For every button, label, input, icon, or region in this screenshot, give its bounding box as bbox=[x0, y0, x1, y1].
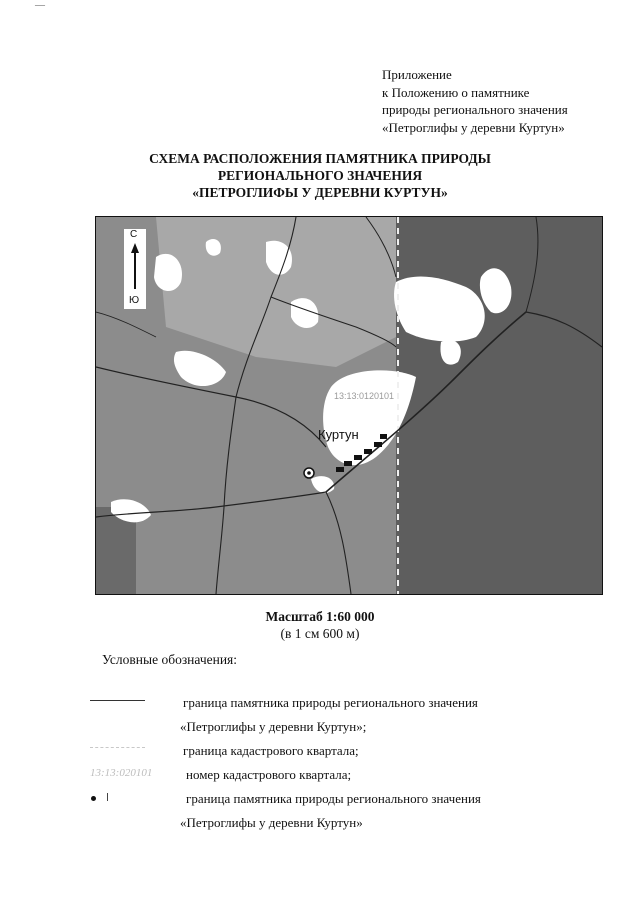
legend-item-text: «Петроглифы у деревни Куртун» bbox=[180, 815, 363, 830]
map-scale bbox=[0, 608, 640, 642]
scale-sub: (в 1 см 600 м) bbox=[280, 626, 360, 641]
title-line: «ПЕТРОГЛИФЫ У ДЕРЕВНИ КУРТУН» bbox=[192, 185, 448, 200]
appendix-line: Приложение bbox=[382, 67, 452, 82]
legend-item-text: номер кадастрового квартала; bbox=[186, 767, 352, 782]
appendix-note bbox=[382, 66, 632, 136]
legend-dot-symbol bbox=[91, 796, 96, 801]
title-line: СХЕМА РАСПОЛОЖЕНИЯ ПАМЯТНИКА ПРИРОДЫ bbox=[149, 151, 491, 166]
appendix-line: «Петроглифы у деревни Куртун» bbox=[382, 119, 565, 135]
cadastral-label: 13:13:0120101 bbox=[334, 391, 395, 401]
map-drawing bbox=[96, 217, 602, 594]
legend-heading: Условные обозначения: bbox=[102, 652, 238, 667]
legend-item-text: граница памятника природы регионального значения bbox=[186, 791, 481, 806]
title-line: РЕГИОНАЛЬНОГО ЗНАЧЕНИЯ bbox=[217, 168, 423, 183]
legend-item-text: граница кадастрового квартала; bbox=[183, 743, 359, 758]
appendix-line: к Положению о памятнике bbox=[382, 84, 530, 100]
legend-solid-line-symbol bbox=[90, 700, 145, 701]
appendix-line: природы регионального значения bbox=[382, 102, 568, 117]
compass-south-label: Ю bbox=[129, 295, 140, 306]
legend-item-text: «Петроглифы у деревни Куртун»; bbox=[180, 719, 367, 734]
document-title bbox=[60, 150, 580, 201]
legend-tick-symbol bbox=[107, 793, 108, 801]
compass-north-label: С bbox=[130, 229, 138, 240]
legend-item-text: граница памятника природы регионального значения bbox=[183, 695, 478, 710]
scale-main: Масштаб 1:60 000 bbox=[265, 609, 375, 624]
scan-artifact: — bbox=[35, 0, 45, 11]
village-label: Куртун bbox=[318, 427, 359, 442]
legend-cadastral-number-sample: 13:13:020101 bbox=[90, 767, 153, 779]
legend-dashed-line-symbol bbox=[90, 747, 145, 748]
location-map bbox=[95, 216, 603, 595]
